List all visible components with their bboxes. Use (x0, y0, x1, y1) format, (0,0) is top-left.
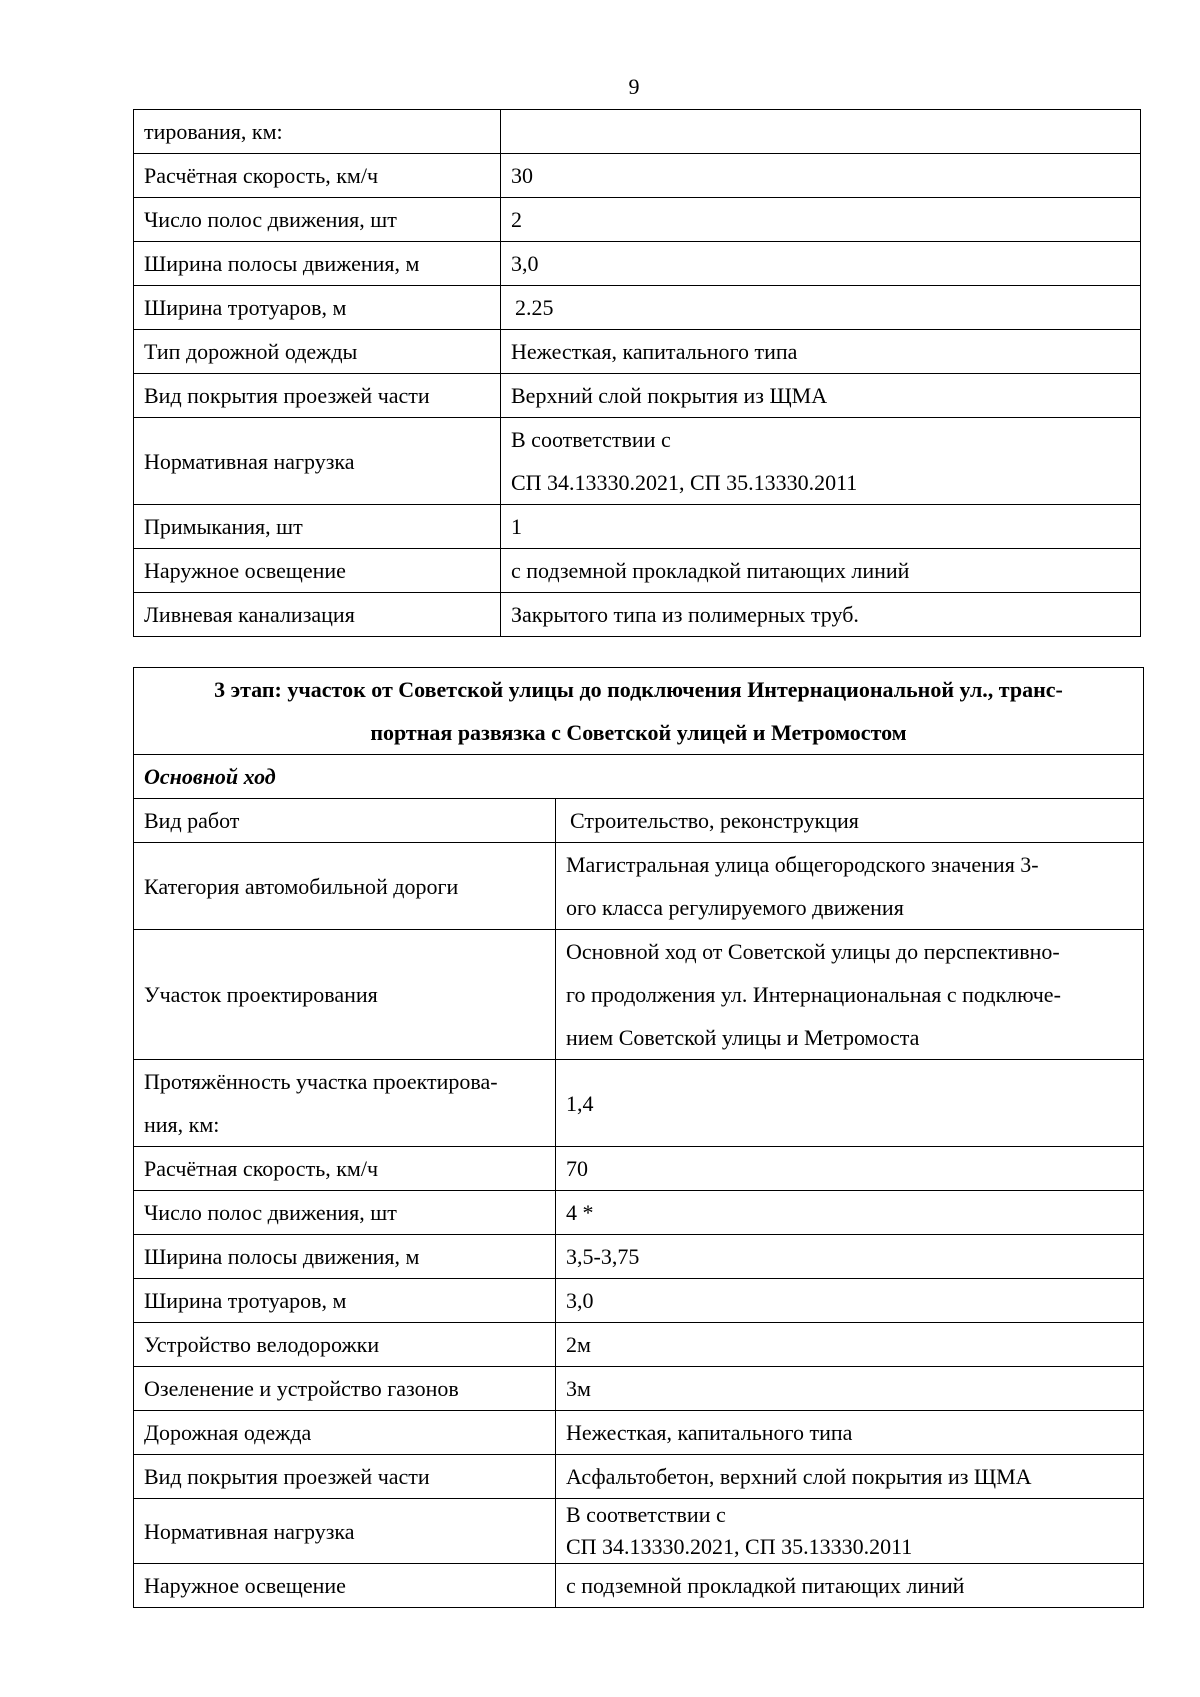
table-row (134, 1499, 1144, 1564)
row-value: 2м (556, 1323, 1144, 1367)
row-label: Примыкания, шт (134, 505, 501, 549)
row-value: 30 (501, 154, 1141, 198)
label-line: ния, км: (144, 1112, 220, 1137)
row-label: Наружное освещение (134, 1564, 556, 1608)
value-line: СП 34.13330.2021, СП 35.13330.2011 (511, 470, 858, 495)
row-value: 2 (501, 198, 1141, 242)
table-row (134, 799, 1144, 843)
row-value: 3,0 (501, 242, 1141, 286)
row-label: Тип дорожной одежды (134, 330, 501, 374)
row-value: Нежесткая, капитального типа (501, 330, 1141, 374)
table-row (134, 374, 1141, 418)
table-row (134, 1235, 1144, 1279)
table-row (134, 418, 1141, 505)
stage-title (134, 668, 1144, 755)
row-value (501, 418, 1141, 505)
table-row (134, 1367, 1144, 1411)
row-value (556, 1499, 1144, 1564)
row-label: Ширина тротуаров, м (134, 286, 501, 330)
table-header-row (134, 668, 1144, 755)
table-row (134, 1060, 1144, 1147)
label-line: Протяжённость участка проектирова- (144, 1069, 498, 1094)
stage3-parameters-table (133, 667, 1144, 1608)
value-line: Основной ход от Советской улицы до перспективно- (566, 939, 1060, 964)
row-value: 3,5-3,75 (556, 1235, 1144, 1279)
row-label: Число полос движения, шт (134, 1191, 556, 1235)
parameters-table-continued (133, 109, 1141, 637)
row-label: Нормативная нагрузка (134, 1499, 556, 1564)
row-value: Верхний слой покрытия из ЩМА (501, 374, 1141, 418)
row-label: Озеленение и устройство газонов (134, 1367, 556, 1411)
row-label: тирования, км: (134, 110, 501, 154)
stage-title-line: портная развязка с Советской улицей и Метромостом (370, 720, 907, 745)
table-row (134, 1564, 1144, 1608)
value-line: нием Советской улицы и Метромоста (566, 1025, 920, 1050)
row-label: Устройство велодорожки (134, 1323, 556, 1367)
table-row (134, 330, 1141, 374)
row-label: Дорожная одежда (134, 1411, 556, 1455)
row-value: с подземной прокладкой питающих линий (501, 549, 1141, 593)
row-label: Вид работ (134, 799, 556, 843)
table-row (134, 110, 1141, 154)
row-value: 3м (556, 1367, 1144, 1411)
table-row (134, 1279, 1144, 1323)
value-line: го продолжения ул. Интернациональная с подключе- (566, 982, 1061, 1007)
row-label: Расчётная скорость, км/ч (134, 1147, 556, 1191)
value-line: Магистральная улица общегородского значения 3- (566, 852, 1039, 877)
row-value: Нежесткая, капитального типа (556, 1411, 1144, 1455)
table-row (134, 843, 1144, 930)
row-label: Ширина полосы движения, м (134, 242, 501, 286)
row-label: Ширина полосы движения, м (134, 1235, 556, 1279)
page-number: 9 (628, 74, 640, 99)
table-subheader-row (134, 755, 1144, 799)
row-value: с подземной прокладкой питающих линий (556, 1564, 1144, 1608)
row-label: Число полос движения, шт (134, 198, 501, 242)
row-label: Вид покрытия проезжей части (134, 1455, 556, 1499)
row-value: 1 (501, 505, 1141, 549)
table-row (134, 198, 1141, 242)
value-line: В соответствии с (566, 1502, 726, 1527)
row-label: Ливневая канализация (134, 593, 501, 637)
row-value: 1,4 (556, 1060, 1144, 1147)
row-value: 4 * (556, 1191, 1144, 1235)
value-line: ого класса регулируемого движения (566, 895, 904, 920)
row-label: Категория автомобильной дороги (134, 843, 556, 930)
table-row (134, 1411, 1144, 1455)
row-label: Ширина тротуаров, м (134, 1279, 556, 1323)
table-row (134, 1191, 1144, 1235)
row-value: Закрытого типа из полимерных труб. (501, 593, 1141, 637)
table-row (134, 286, 1141, 330)
row-value (556, 930, 1144, 1060)
row-label: Нормативная нагрузка (134, 418, 501, 505)
row-value: 70 (556, 1147, 1144, 1191)
table-row (134, 1455, 1144, 1499)
value-line: В соответствии с (511, 427, 671, 452)
value-line: СП 34.13330.2021, СП 35.13330.2011 (566, 1534, 913, 1559)
row-value: Строительство, реконструкция (556, 799, 1144, 843)
row-value: 3,0 (556, 1279, 1144, 1323)
row-label: Вид покрытия проезжей части (134, 374, 501, 418)
table-row (134, 930, 1144, 1060)
row-label: Расчётная скорость, км/ч (134, 154, 501, 198)
table-row (134, 505, 1141, 549)
row-value: 2.25 (501, 286, 1141, 330)
row-value: Асфальтобетон, верхний слой покрытия из ЩМА (556, 1455, 1144, 1499)
table-row (134, 549, 1141, 593)
row-label: Участок проектирования (134, 930, 556, 1060)
table-row (134, 1323, 1144, 1367)
table-row (134, 242, 1141, 286)
section-subheader: Основной ход (134, 755, 1144, 799)
table-row (134, 593, 1141, 637)
table-row (134, 154, 1141, 198)
row-value (556, 843, 1144, 930)
row-label (134, 1060, 556, 1147)
stage-title-line: 3 этап: участок от Советской улицы до подключения Интернациональной ул., транс- (214, 677, 1063, 702)
row-label: Наружное освещение (134, 549, 501, 593)
row-value (501, 110, 1141, 154)
table-row (134, 1147, 1144, 1191)
